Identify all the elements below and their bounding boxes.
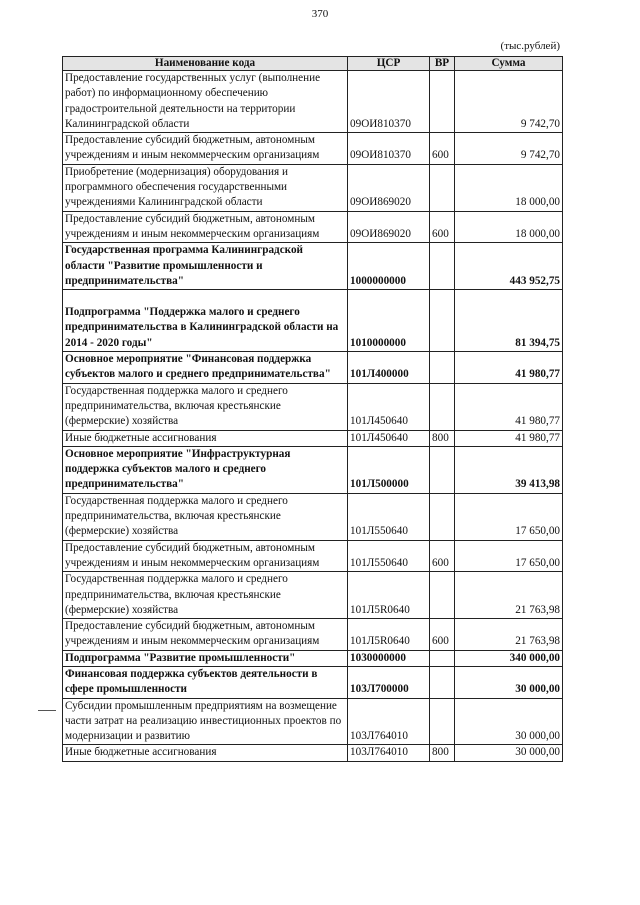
budget-table — [62, 56, 563, 762]
row-sum: 17 650,00 — [455, 493, 563, 540]
page-number: 370 — [311, 8, 329, 20]
table-row — [63, 133, 563, 165]
row-sum: 340 000,00 — [455, 650, 563, 666]
row-sum: 81 394,75 — [455, 290, 563, 352]
table-row — [63, 619, 563, 651]
row-vr — [430, 383, 455, 430]
row-code: 101Л450640 — [348, 430, 430, 446]
row-code: 101Л5R0640 — [348, 572, 430, 619]
row-code: 101Л5R0640 — [348, 619, 430, 651]
table-row — [63, 446, 563, 493]
row-name: Предоставление субсидий бюджетным, автономным учреждениям и иным некоммерческим организациям — [63, 540, 348, 572]
table-row — [63, 493, 563, 540]
row-vr — [430, 243, 455, 290]
row-sum: 443 952,75 — [455, 243, 563, 290]
header-sum: Сумма — [455, 57, 563, 71]
row-sum: 39 413,98 — [455, 446, 563, 493]
row-name: Государственная поддержка малого и среднего предпринимательства, включая крестьянские (фермерские) хозяйства — [63, 572, 348, 619]
row-code: 09ОИ869020 — [348, 211, 430, 243]
row-sum: 41 980,77 — [455, 430, 563, 446]
table-row — [63, 572, 563, 619]
row-sum: 30 000,00 — [455, 666, 563, 698]
row-vr — [430, 164, 455, 211]
row-code: 103Л764010 — [348, 745, 430, 761]
table-row — [63, 211, 563, 243]
row-name: Иные бюджетные ассигнования — [63, 745, 348, 761]
row-name: Государственная программа Калининградской области "Развитие промышленности и предпринимательства" — [63, 243, 348, 290]
row-name: Иные бюджетные ассигнования — [63, 430, 348, 446]
row-sum: 41 980,77 — [455, 383, 563, 430]
row-name: Предоставление субсидий бюджетным, автономным учреждениям и иным некоммерческим организациям — [63, 619, 348, 651]
row-vr — [430, 650, 455, 666]
row-code: 101Л550640 — [348, 493, 430, 540]
table-row — [63, 540, 563, 572]
units-label: (тыс.рублей) — [500, 40, 560, 52]
table-row — [63, 745, 563, 761]
row-sum: 30 000,00 — [455, 745, 563, 761]
row-sum: 30 000,00 — [455, 698, 563, 745]
row-code: 101Л500000 — [348, 446, 430, 493]
row-vr: 800 — [430, 430, 455, 446]
row-code: 1010000000 — [348, 290, 430, 352]
row-code: 1030000000 — [348, 650, 430, 666]
row-vr: 600 — [430, 619, 455, 651]
margin-mark — [38, 710, 56, 711]
table-row — [63, 164, 563, 211]
row-code: 1000000000 — [348, 243, 430, 290]
table-row — [63, 290, 563, 352]
row-name: Подпрограмма "Развитие промышленности" — [63, 650, 348, 666]
table-row — [63, 243, 563, 290]
table-row — [63, 430, 563, 446]
row-name: Субсидии промышленным предприятиям на возмещение части затрат на реализацию инвестиционных проектов по модернизации и развитию — [63, 698, 348, 745]
row-code: 101Л400000 — [348, 352, 430, 384]
row-vr: 600 — [430, 211, 455, 243]
row-sum: 18 000,00 — [455, 211, 563, 243]
row-vr: 800 — [430, 745, 455, 761]
row-vr — [430, 698, 455, 745]
row-vr: 600 — [430, 133, 455, 165]
row-name: Приобретение (модернизация) оборудования и программного обеспечения государственными учреждениями Калининградской области — [63, 164, 348, 211]
row-vr — [430, 493, 455, 540]
table-row — [63, 650, 563, 666]
row-code: 09ОИ869020 — [348, 164, 430, 211]
row-name: Предоставление субсидий бюджетным, автономным учреждениям и иным некоммерческим организациям — [63, 211, 348, 243]
row-vr — [430, 290, 455, 352]
row-name: Основное мероприятие "Инфраструктурная поддержка субъектов малого и среднего предпринимательства" — [63, 446, 348, 493]
row-vr — [430, 446, 455, 493]
row-name: Финансовая поддержка субъектов деятельности в сфере промышленности — [63, 666, 348, 698]
row-code: 101Л550640 — [348, 540, 430, 572]
row-code: 09ОИ810370 — [348, 133, 430, 165]
row-sum: 18 000,00 — [455, 164, 563, 211]
header-vr: ВР — [430, 57, 455, 71]
row-name: Предоставление государственных услуг (выполнение работ) по информационному обеспечению градостроительной деятельности на территории Калининградской области — [63, 71, 348, 133]
table-row — [63, 383, 563, 430]
row-code: 103Л700000 — [348, 666, 430, 698]
row-name: Подпрограмма "Поддержка малого и среднего предпринимательства в Калининградской области на 2014 - 2020 годы" — [63, 290, 348, 352]
header-code: ЦСР — [348, 57, 430, 71]
table-row — [63, 698, 563, 745]
row-sum: 17 650,00 — [455, 540, 563, 572]
row-vr — [430, 572, 455, 619]
row-vr — [430, 666, 455, 698]
row-sum: 21 763,98 — [455, 619, 563, 651]
header-name: Наименование кода — [63, 57, 348, 71]
row-vr: 600 — [430, 540, 455, 572]
table-row — [63, 71, 563, 133]
table-row — [63, 352, 563, 384]
row-sum: 9 742,70 — [455, 71, 563, 133]
table-row — [63, 666, 563, 698]
row-vr — [430, 352, 455, 384]
row-code: 101Л450640 — [348, 383, 430, 430]
row-vr — [430, 71, 455, 133]
row-code: 103Л764010 — [348, 698, 430, 745]
row-name: Основное мероприятие "Финансовая поддержка субъектов малого и среднего предпринимательства" — [63, 352, 348, 384]
row-name: Государственная поддержка малого и среднего предпринимательства, включая крестьянские (фермерские) хозяйства — [63, 383, 348, 430]
row-sum: 41 980,77 — [455, 352, 563, 384]
table-header-row — [63, 57, 563, 71]
row-name: Государственная поддержка малого и среднего предпринимательства, включая крестьянские (фермерские) хозяйства — [63, 493, 348, 540]
row-sum: 21 763,98 — [455, 572, 563, 619]
row-code: 09ОИ810370 — [348, 71, 430, 133]
row-sum: 9 742,70 — [455, 133, 563, 165]
row-name: Предоставление субсидий бюджетным, автономным учреждениям и иным некоммерческим организациям — [63, 133, 348, 165]
table-body — [63, 71, 563, 762]
